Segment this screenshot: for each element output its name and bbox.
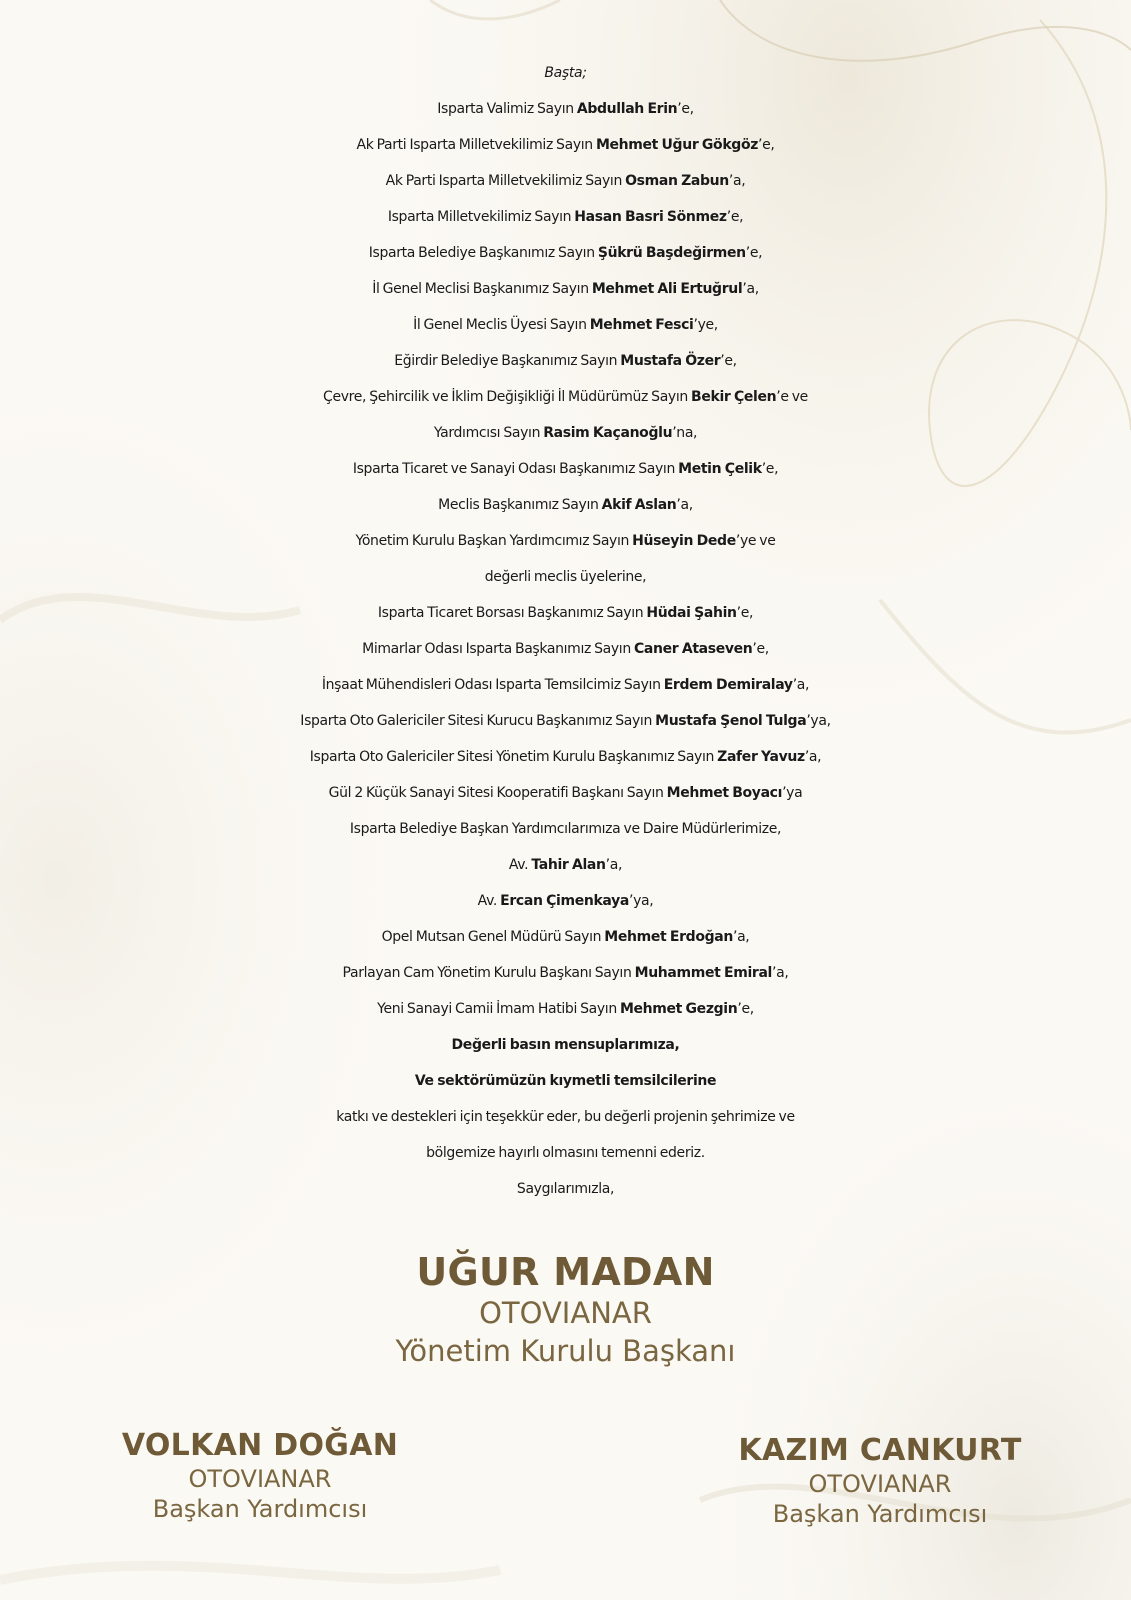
thanks-line: Isparta Belediye Başkan Yardımcılarımıza ve Daire Müdürlerimize, (349, 821, 782, 837)
thanks-line: Değerli basın mensuplarımıza, (451, 1037, 680, 1053)
thanks-line: değerli meclis üyelerine, (484, 569, 647, 585)
thanks-line: Isparta Ticaret Borsası Başkanımız Sayın Hüdai Şahin’e, (377, 605, 754, 621)
signature-org: OTOVIANAR (479, 1296, 652, 1330)
closing-text: bölgemize hayırlı olmasını temenni ederiz. (426, 1145, 705, 1161)
thanks-line: Isparta Ticaret ve Sanayi Odası Başkanımız Sayın Metin Çelik’e, (352, 461, 779, 477)
signature-role: Başkan Yardımcısı (772, 1500, 988, 1528)
thanks-line: Yardımcısı Sayın Rasim Kaçanoğlu’na, (433, 425, 698, 441)
thanks-line: Eğirdir Belediye Başkanımız Sayın Mustafa Özer’e, (394, 353, 737, 369)
signature-org: OTOVIANAR (808, 1470, 952, 1498)
thanks-line: Isparta Milletvekilimiz Sayın Hasan Basri Sönmez’e, (387, 209, 744, 225)
thanks-line: İnşaat Mühendisleri Odası Isparta Temsilcimiz Sayın Erdem Demiralay’a, (321, 677, 810, 693)
thanks-line: Mimarlar Odası Isparta Başkanımız Sayın Caner Ataseven’e, (362, 641, 769, 657)
thanks-line: Av. Ercan Çimenkaya’ya, (477, 893, 654, 909)
signature-name: VOLKAN DOĞAN (121, 1428, 399, 1463)
signature-name: KAZIM CANKURT (738, 1433, 1022, 1468)
thanks-line: Isparta Oto Galericiler Sitesi Kurucu Başkanımız Sayın Mustafa Şenol Tulga’ya, (300, 713, 831, 729)
thanks-line: Ve sektörümüzün kıymetli temsilcilerine (414, 1073, 717, 1089)
closing-text: katkı ve destekleri için teşekkür eder, bu değerli projenin şehrimize ve (336, 1109, 795, 1125)
thanks-line: Yönetim Kurulu Başkan Yardımcımız Sayın Hüseyin Dede’ye ve (355, 533, 776, 549)
thanks-line: Gül 2 Küçük Sanayi Sitesi Kooperatifi Başkanı Sayın Mehmet Boyacı’ya (328, 785, 803, 801)
thanks-line: Ak Parti Isparta Milletvekilimiz Sayın Osman Zabun’a, (385, 173, 746, 189)
thanks-line: İl Genel Meclisi Başkanımız Sayın Mehmet Ali Ertuğrul’a, (372, 281, 759, 297)
thanks-line: Çevre, Şehircilik ve İklim Değişikliği İl Müdürümüz Sayın Bekir Çelen’e ve (323, 389, 808, 405)
thanks-line: Meclis Başkanımız Sayın Akif Aslan’a, (438, 497, 693, 513)
signature-role: Yönetim Kurulu Başkanı (395, 1334, 736, 1368)
thanks-line: Parlayan Cam Yönetim Kurulu Başkanı Sayın Muhammet Emiral’a, (342, 965, 789, 981)
letter-body (0, 55, 1131, 1207)
thanks-line: Isparta Oto Galericiler Sitesi Yönetim Kurulu Başkanımız Sayın Zafer Yavuz’a, (309, 749, 822, 765)
thanks-line: Isparta Valimiz Sayın Abdullah Erin’e, (437, 101, 694, 117)
signature-main (0, 1250, 1131, 1370)
thanks-line: Opel Mutsan Genel Müdürü Sayın Mehmet Erdoğan’a, (381, 929, 750, 945)
signature-right (720, 1433, 1040, 1529)
signature-name: UĞUR MADAN (416, 1250, 715, 1294)
greeting: Başta; (544, 65, 587, 81)
signature-left (100, 1428, 420, 1524)
thanks-line: Yeni Sanayi Camii İmam Hatibi Sayın Mehmet Gezgin’e, (377, 1001, 754, 1017)
sign-off: Saygılarımızla, (516, 1181, 615, 1197)
signature-role: Başkan Yardımcısı (152, 1495, 368, 1523)
thanks-line: Ak Parti Isparta Milletvekilimiz Sayın Mehmet Uğur Gökgöz’e, (356, 137, 775, 153)
signature-org: OTOVIANAR (188, 1465, 332, 1493)
thanks-line: Isparta Belediye Başkanımız Sayın Şükrü Başdeğirmen’e, (368, 245, 763, 261)
thanks-line: Av. Tahir Alan’a, (508, 857, 623, 873)
thanks-line: İl Genel Meclis Üyesi Sayın Mehmet Fesci’ye, (413, 317, 718, 333)
